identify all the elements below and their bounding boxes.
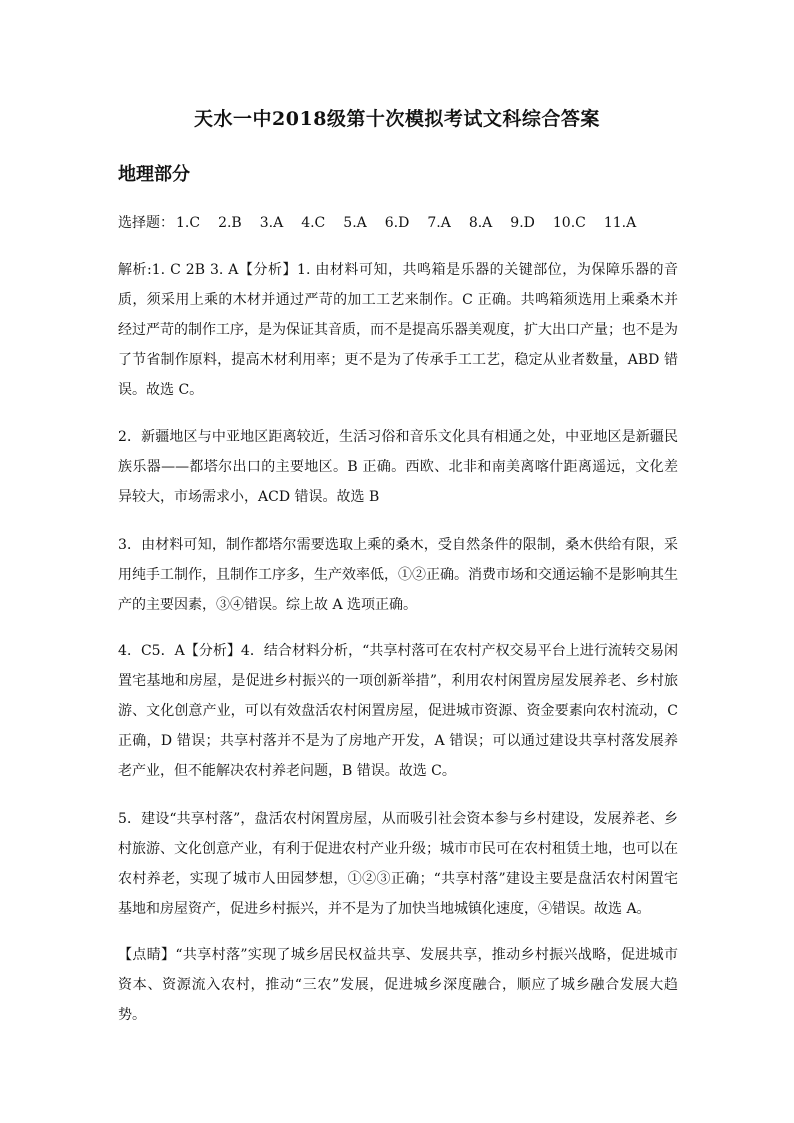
- answer-item: 5.A: [343, 215, 367, 231]
- explanation-paragraph: 3．由材料可知，制作都塔尔需要选取上乘的桑木，受自然条件的限制，桑木供给有限，采用纯手工制作，且制作工序多，生产效率低，①②正确。消费市场和交通运输不是影响其生产的主要因素，③④错误。综上故 A 选项正确。: [118, 537, 678, 613]
- answer-item: 8.A: [468, 215, 493, 231]
- answer-item: 10.C: [552, 215, 586, 231]
- answer-key-label: 选择题：: [118, 215, 174, 231]
- answer-item: 7.A: [427, 215, 451, 231]
- explanation-paragraph: 4．C5．A【分析】4．结合材料分析，“共享村落可在农村产权交易平台上进行流转交易闲置宅基地和房屋，是促进乡村振兴的一项创新举措”，利用农村闲置房屋发展养老、乡村旅游、文化创意产业，可以有效盘活农村闲置房屋，促进城市资源、资金要素向农村流动，C 正确，D 错误；共享村落并不是为了房地产开发，A 错误；可以通过建设共享村落发展养老产业，但不能解决农村养老问题，B 错误。故选 C。: [118, 643, 678, 779]
- document-title: 天水一中2018级第十次模拟考试文科综合答案: [194, 108, 600, 130]
- answer-item: 3.A: [259, 215, 284, 231]
- section-heading: 地理部分: [118, 164, 190, 185]
- key-point-paragraph: 【点睛】“共享村落”实现了城乡居民权益共享、发展共享，推动乡村振兴战略，促进城市资本、资源流入农村，推动“三农”发展，促进城乡深度融合，顺应了城乡融合发展大趋势。: [118, 947, 678, 1023]
- answer-item: 9.D: [510, 215, 535, 231]
- answer-item: 4.C: [301, 215, 326, 231]
- answer-item: 1.C: [176, 215, 201, 231]
- explanation-paragraph: 2．新疆地区与中亚地区距离较近，生活习俗和音乐文化具有相通之处，中亚地区是新疆民族乐器——都塔尔出口的主要地区。B 正确。西欧、北非和南美离喀什距离遥远，文化差异较大，市场需求小，ACD 错误。故选 B: [118, 429, 678, 505]
- answer-key-line: [118, 212, 654, 232]
- answer-item: 6.D: [384, 215, 410, 231]
- answer-item: 2.B: [218, 215, 242, 231]
- answer-item: 11.A: [603, 215, 637, 231]
- explanation-paragraph: 解析:1. C 2B 3. A【分析】1. 由材料可知，共鸣箱是乐器的关键部位，为保障乐器的音质，须采用上乘的木材并通过严苛的加工工艺来制作。C 正确。共鸣箱须选用上乘桑木并经过严苛的制作工序，是为保证其音质，而不是提高乐器美观度，扩大出口产量；也不是为了节省制作原料，提高木材利用率；更不是为了传承手工工艺，稳定从业者数量，ABD 错误。故选 C。: [118, 262, 678, 398]
- explanation-paragraph: 5．建设“共享村落”，盘活农村闲置房屋，从而吸引社会资本参与乡村建设，发展养老、乡村旅游、文化创意产业，有利于促进农村产业升级；城市市民可在农村租赁土地，也可以在农村养老，实现了城市人田园梦想，①②③正确；“共享村落”建设主要是盘活农村闲置宅基地和房屋资产，促进乡村振兴，并不是为了加快当地城镇化速度，④错误。故选 A。: [118, 811, 678, 917]
